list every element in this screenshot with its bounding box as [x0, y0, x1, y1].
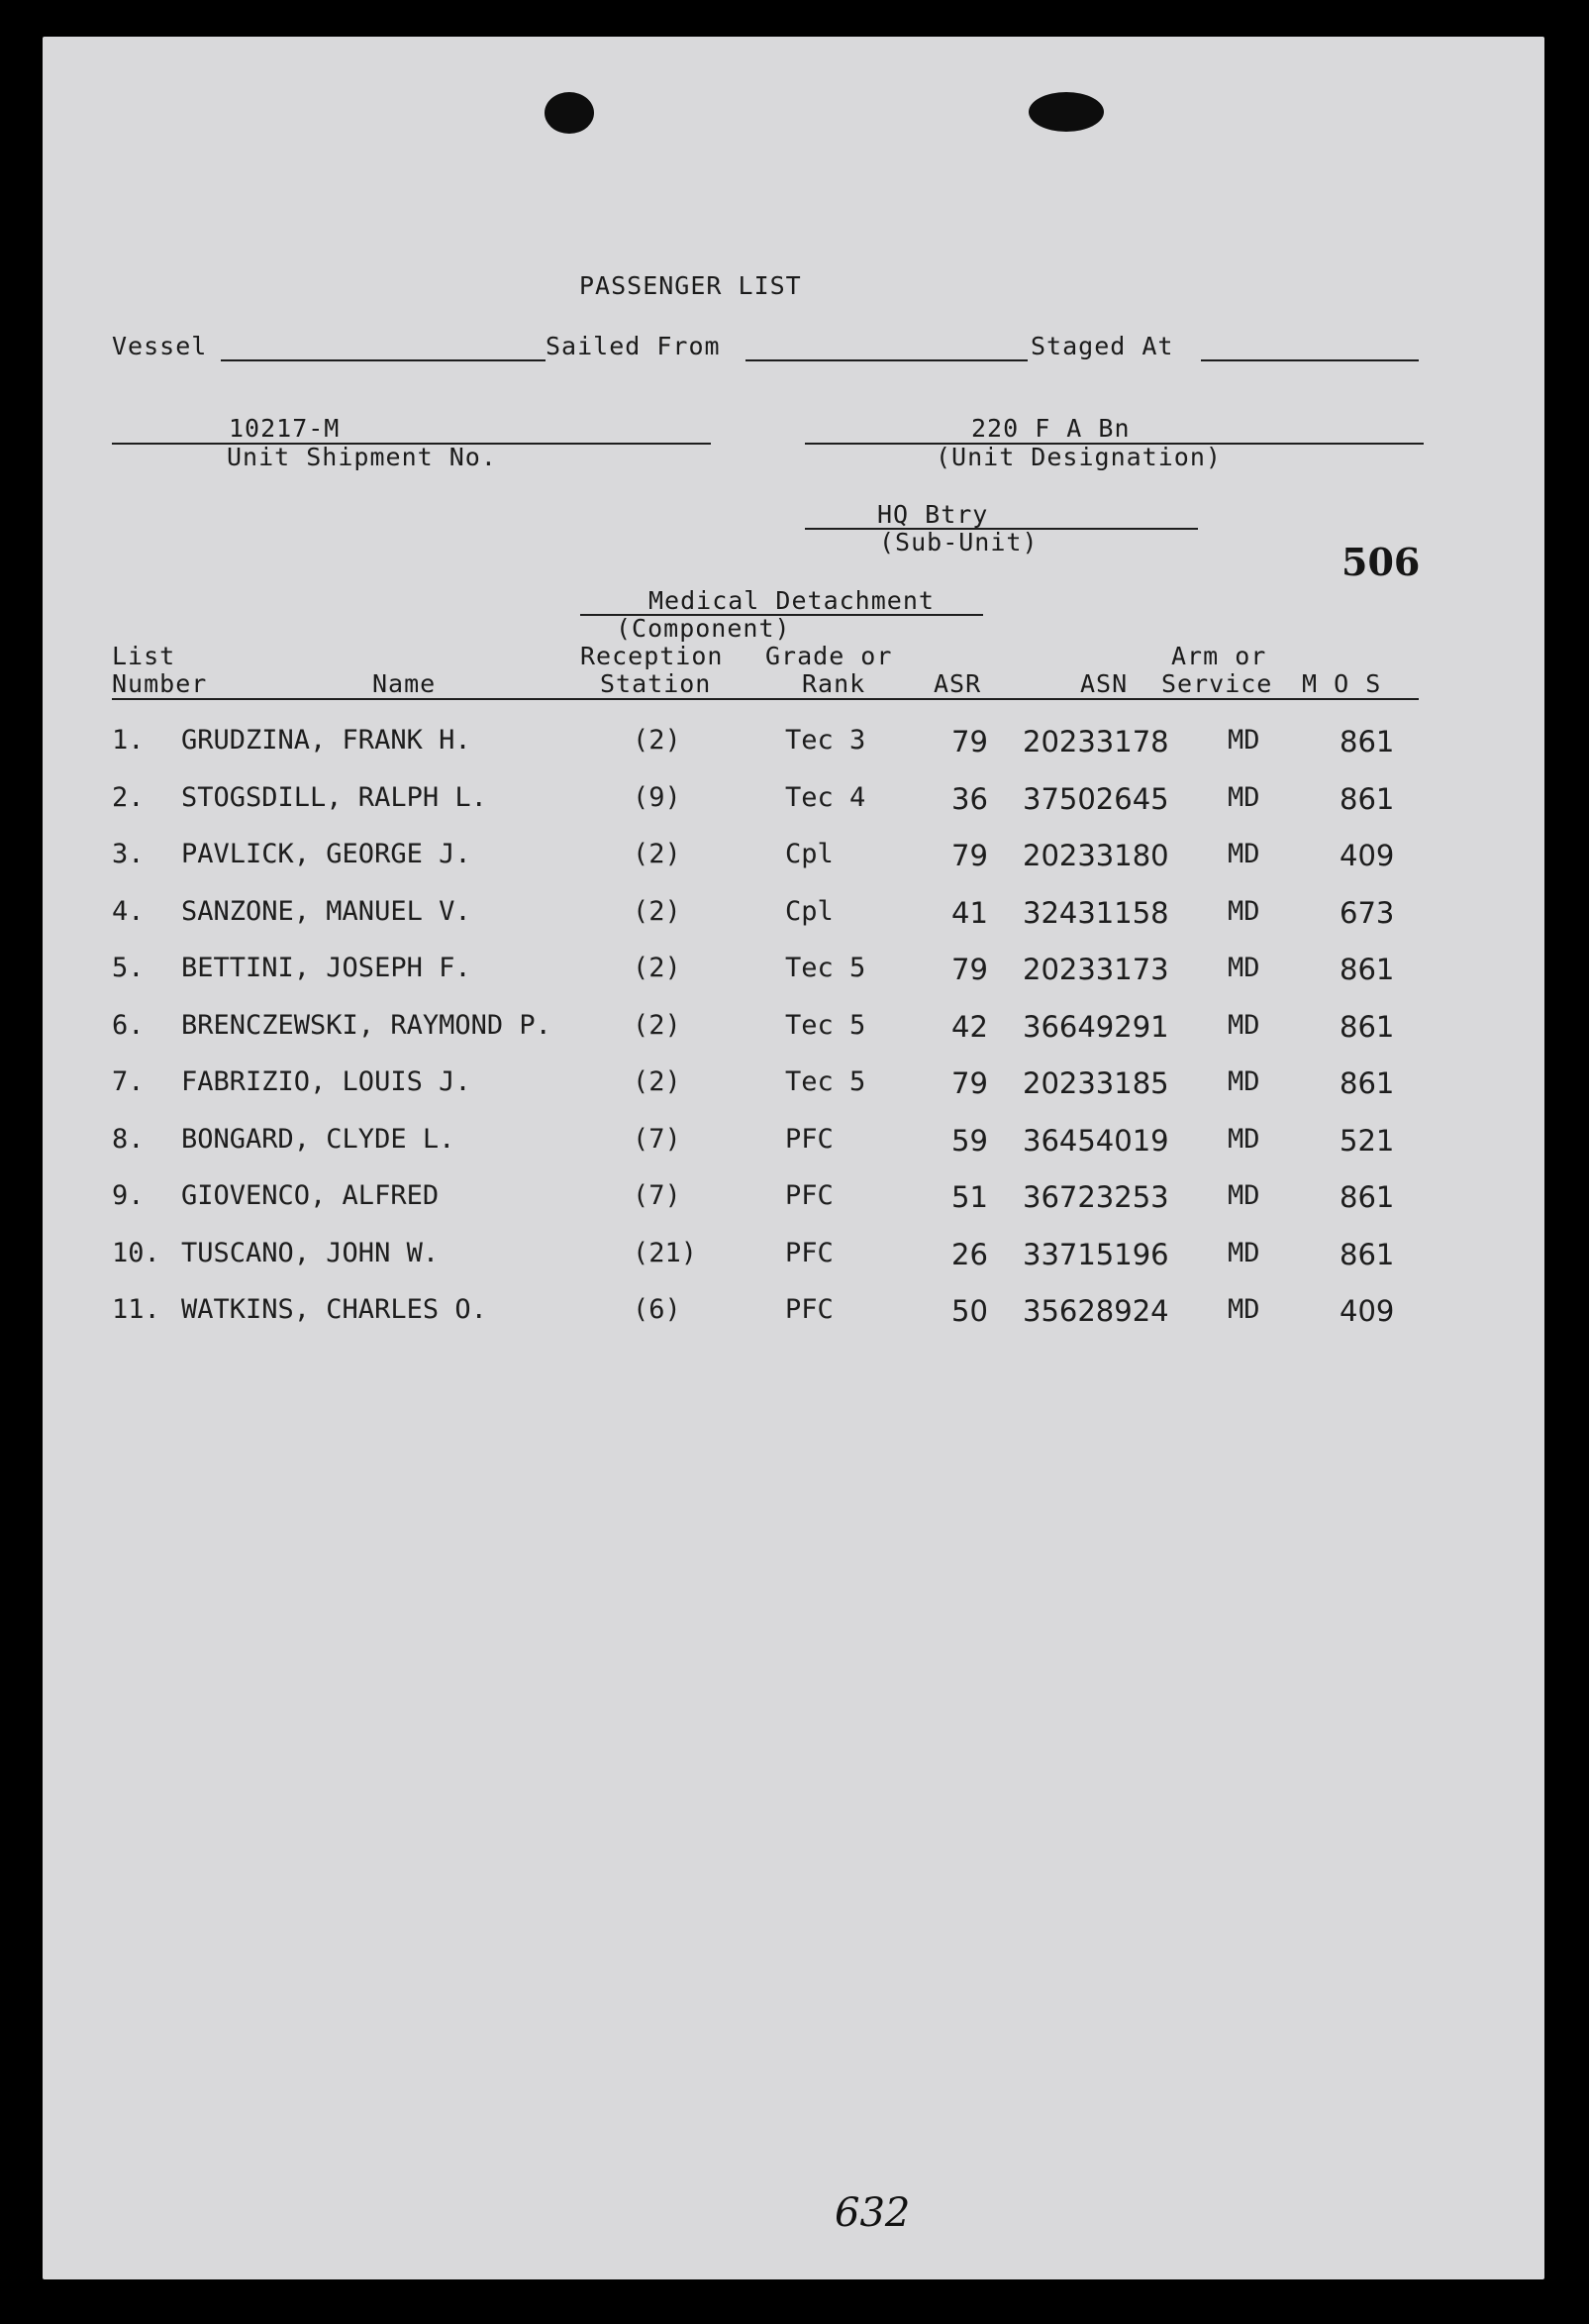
row-mos: 861 — [1340, 1066, 1395, 1100]
row-number: 8. — [112, 1124, 145, 1155]
punch-hole-left — [545, 92, 594, 134]
row-name: BONGARD, CLYDE L. — [181, 1124, 455, 1155]
row-name: TUSCANO, JOHN W. — [181, 1238, 440, 1268]
row-asr: 36 — [951, 782, 988, 816]
row-asr: 41 — [951, 896, 988, 930]
row-asn: 36649291 — [1023, 1010, 1169, 1044]
row-asn: 20233173 — [1023, 953, 1169, 986]
row-reception-station: (2) — [633, 839, 681, 869]
row-mos: 861 — [1340, 1010, 1395, 1044]
col-list-number-2: Number — [112, 669, 208, 698]
row-arm-service: MD — [1228, 725, 1260, 756]
vessel-line — [221, 359, 546, 361]
row-arm-service: MD — [1228, 1066, 1260, 1097]
row-asr: 42 — [951, 1010, 988, 1044]
row-asn: 20233180 — [1023, 839, 1169, 872]
row-grade: PFC — [785, 1180, 834, 1211]
row-mos: 409 — [1340, 839, 1395, 872]
row-asn: 20233178 — [1023, 725, 1169, 758]
row-mos: 409 — [1340, 1294, 1395, 1328]
col-grade-1: Grade or — [765, 642, 893, 670]
col-arm-1: Arm or — [1171, 642, 1267, 670]
row-name: SANZONE, MANUEL V. — [181, 896, 471, 927]
row-mos: 861 — [1340, 953, 1395, 986]
col-list-number-1: List — [112, 642, 176, 670]
row-arm-service: MD — [1228, 1238, 1260, 1268]
col-reception-2: Station — [600, 669, 712, 698]
row-mos: 861 — [1340, 1238, 1395, 1271]
row-asr: 50 — [951, 1294, 988, 1328]
document-title: PASSENGER LIST — [579, 271, 802, 300]
row-grade: Tec 3 — [785, 725, 866, 756]
row-reception-station: (2) — [633, 725, 681, 756]
row-number: 7. — [112, 1066, 145, 1097]
unit-designation-label: (Unit Designation) — [936, 443, 1222, 471]
row-grade: PFC — [785, 1294, 834, 1325]
unit-designation-value: 220 F A Bn — [971, 414, 1131, 443]
row-grade: Cpl — [785, 896, 834, 927]
row-mos: 521 — [1340, 1124, 1395, 1158]
row-grade: PFC — [785, 1238, 834, 1268]
handwritten-page-number: 632 — [835, 2190, 911, 2236]
row-number: 10. — [112, 1238, 160, 1268]
row-mos: 861 — [1340, 725, 1395, 758]
unit-shipment-no-label: Unit Shipment No. — [227, 443, 497, 471]
col-mos: M O S — [1302, 669, 1382, 698]
col-asr: ASR — [934, 669, 982, 698]
row-grade: PFC — [785, 1124, 834, 1155]
row-asr: 79 — [951, 839, 988, 872]
row-reception-station: (21) — [633, 1238, 698, 1268]
row-mos: 673 — [1340, 896, 1395, 930]
row-reception-station: (6) — [633, 1294, 681, 1325]
row-asr: 79 — [951, 953, 988, 986]
sailed-from-label: Sailed From — [546, 332, 721, 360]
row-name: WATKINS, CHARLES O. — [181, 1294, 487, 1325]
row-name: BETTINI, JOSEPH F. — [181, 953, 471, 983]
row-arm-service: MD — [1228, 782, 1260, 813]
row-asr: 26 — [951, 1238, 988, 1271]
row-reception-station: (2) — [633, 896, 681, 927]
row-arm-service: MD — [1228, 1180, 1260, 1211]
row-number: 11. — [112, 1294, 160, 1325]
row-number: 2. — [112, 782, 145, 813]
row-asn: 36454019 — [1023, 1124, 1169, 1158]
row-reception-station: (7) — [633, 1124, 681, 1155]
col-name: Name — [372, 669, 437, 698]
row-reception-station: (2) — [633, 1066, 681, 1097]
col-asn: ASN — [1080, 669, 1129, 698]
row-mos: 861 — [1340, 1180, 1395, 1214]
row-asn: 36723253 — [1023, 1180, 1169, 1214]
unit-shipment-no-value: 10217-M — [229, 414, 341, 443]
row-grade: Cpl — [785, 839, 834, 869]
row-asr: 59 — [951, 1124, 988, 1158]
vessel-label: Vessel — [112, 332, 208, 360]
header-underline — [112, 698, 1419, 700]
row-name: STOGSDILL, RALPH L. — [181, 782, 487, 813]
row-name: BRENCZEWSKI, RAYMOND P. — [181, 1010, 551, 1041]
row-name: GIOVENCO, ALFRED — [181, 1180, 440, 1211]
component-value: Medical Detachment — [648, 586, 935, 615]
component-label: (Component) — [616, 614, 791, 643]
row-arm-service: MD — [1228, 1124, 1260, 1155]
row-number: 1. — [112, 725, 145, 756]
row-asr: 79 — [951, 725, 988, 758]
row-number: 5. — [112, 953, 145, 983]
row-asn: 20233185 — [1023, 1066, 1169, 1100]
punch-hole-right — [1029, 92, 1104, 132]
row-number: 9. — [112, 1180, 145, 1211]
sub-unit-label: (Sub-Unit) — [879, 528, 1039, 556]
col-grade-2: Rank — [802, 669, 866, 698]
row-number: 4. — [112, 896, 145, 927]
row-arm-service: MD — [1228, 1294, 1260, 1325]
row-grade: Tec 5 — [785, 1010, 866, 1041]
row-name: GRUDZINA, FRANK H. — [181, 725, 471, 756]
row-arm-service: MD — [1228, 839, 1260, 869]
row-arm-service: MD — [1228, 1010, 1260, 1041]
col-reception-1: Reception — [580, 642, 724, 670]
document-page — [43, 37, 1544, 2279]
row-number: 3. — [112, 839, 145, 869]
row-arm-service: MD — [1228, 896, 1260, 927]
row-asr: 79 — [951, 1066, 988, 1100]
row-reception-station: (2) — [633, 953, 681, 983]
row-asn: 35628924 — [1023, 1294, 1169, 1328]
page-number-stamp: 506 — [1341, 540, 1421, 584]
row-mos: 861 — [1340, 782, 1395, 816]
row-asn: 33715196 — [1023, 1238, 1169, 1271]
row-reception-station: (7) — [633, 1180, 681, 1211]
sailed-from-line — [745, 359, 1028, 361]
row-grade: Tec 4 — [785, 782, 866, 813]
col-arm-2: Service — [1161, 669, 1273, 698]
row-asn: 32431158 — [1023, 896, 1169, 930]
row-grade: Tec 5 — [785, 953, 866, 983]
row-reception-station: (9) — [633, 782, 681, 813]
staged-at-label: Staged At — [1031, 332, 1174, 360]
row-arm-service: MD — [1228, 953, 1260, 983]
row-number: 6. — [112, 1010, 145, 1041]
sub-unit-value: HQ Btry — [877, 500, 989, 529]
row-asr: 51 — [951, 1180, 988, 1214]
staged-at-line — [1201, 359, 1419, 361]
row-name: PAVLICK, GEORGE J. — [181, 839, 471, 869]
row-grade: Tec 5 — [785, 1066, 866, 1097]
row-asn: 37502645 — [1023, 782, 1169, 816]
row-reception-station: (2) — [633, 1010, 681, 1041]
row-name: FABRIZIO, LOUIS J. — [181, 1066, 471, 1097]
